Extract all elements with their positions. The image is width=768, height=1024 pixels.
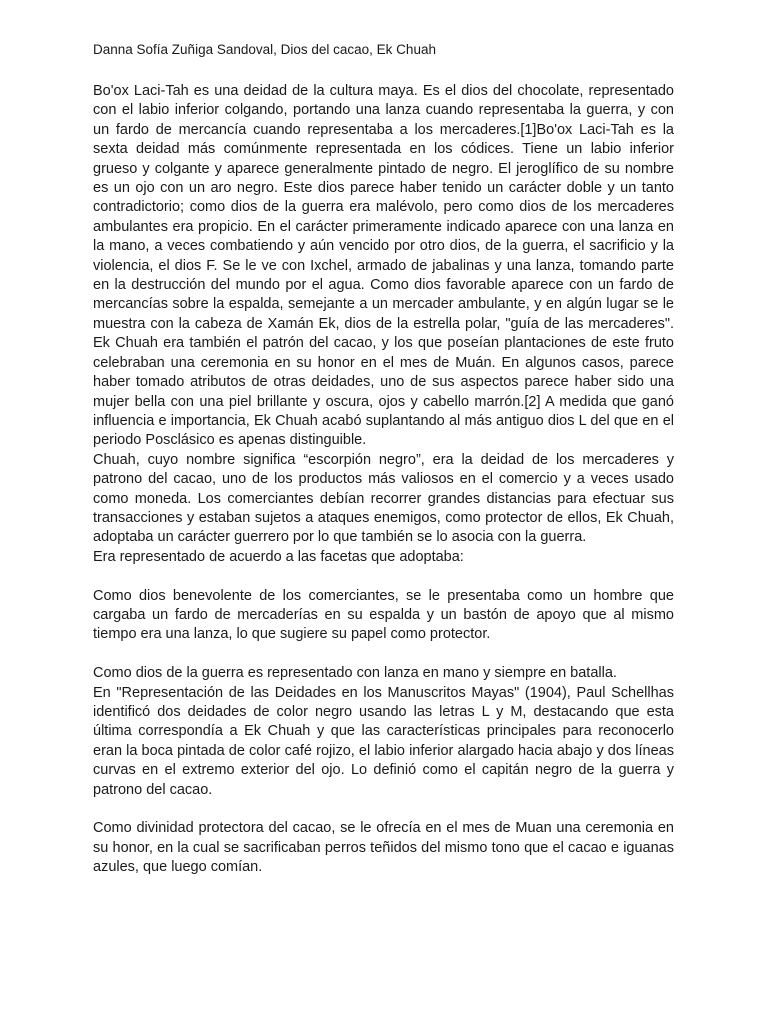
paragraph-guerra: Como dios de la guerra es representado con lanza en mano y siempre en batalla. xyxy=(93,665,617,682)
paragraph-spacer xyxy=(93,645,674,664)
paragraph-chuah: Chuah, cuyo nombre significa “escorpión negro”, era la deidad de los mercaderes y patrono del cacao, uno de los productos más valiosos en el comercio y a veces usado como moneda. Los comerciantes debían recorrer grandes distancias para efectuar sus transacciones y estaban sujetos a ataques enemigos, como protector de ellos, Ek Chuah, adoptaba un carácter guerrero por lo que también se lo asocia con la guerra. xyxy=(93,451,674,546)
paragraph-intro: Bo'ox Laci-Tah es una deidad de la cultura maya. Es el dios del chocolate, representado con el labio inferior colgando, portando una lanza cuando representaba la guerra, y con un fardo de mercancía cuando representaba a los mercaderes.[1]Bo'ox Laci-Tah es la sexta deidad más comúnmente representada en los códices. Tiene un labio inferior grueso y colgante y aparece generalmente pintado de negro. El jeroglífico de su nombre es un ojo con un aro negro. Este dios parece haber tenido un carácter doble y un tanto contradictorio; como dios de la guerra era malévolo, pero como dios de los mercaderes ambulantes era propicio. En el carácter primeramente indicado aparece con una lanza en la mano, a veces combatiendo y aún vencido por otro dios, de la guerra, el sacrificio y la violencia, el dios F. Se le ve con Ixchel, armado de jabalinas y una lanza, tomando parte en la destrucción del mundo por el agua. Como dios favorable aparece con un fardo de mercancías sobre la espalda, semejante a un mercader ambulante, y en algún lugar se le muestra con la cabeza de Xamán Ek, dios de la estrella polar, "guía de las mercaderes". Ek Chuah era también el patrón del cacao, y los que poseían plantaciones de este fruto celebraban una ceremonia en su honor en el mes de Muán. En algunos casos, parece haber tomado atributos de otras deidades, uno de sus aspectos parece haber sido una mujer bella con una piel brillante y oscura, ojos y cabello marrón.[2] A medida que ganó influencia e importancia, Ek Chuah acabó suplantando al más antiguo dios L del que en el periodo Posclásico es apenas distinguible. xyxy=(93,83,674,449)
document-page xyxy=(93,40,674,878)
paragraph-spacer xyxy=(93,567,674,586)
paragraph-benevolente: Como dios benevolente de los comerciantes, se le presentaba como un hombre que cargaba un fardo de mercaderías en su espalda y un bastón de apoyo que al mismo tiempo era una lanza, lo que sugiere su papel como protector. xyxy=(93,587,674,643)
paragraph-facetas: Era representado de acuerdo a las facetas que adoptaba: xyxy=(93,548,464,565)
paragraph-spacer xyxy=(93,800,674,819)
paragraph-schellhas: En "Representación de las Deidades en los Manuscritos Mayas" (1904), Paul Schellhas identificó dos deidades de color negro usando las letras L y M, destacando que esta última correspondía a Ek Chuah y que las características principales para reconocerlo eran la boca pintada de color café rojizo, el labio inferior alargado hacia abajo y dos líneas curvas en el extremo exterior del ojo. Lo definió como el capitán negro de la guerra y patrono del cacao. xyxy=(93,684,674,798)
document-header: Danna Sofía Zuñiga Sandoval, Dios del cacao, Ek Chuah xyxy=(93,42,436,57)
paragraph-cacao: Como divinidad protectora del cacao, se le ofrecía en el mes de Muan una ceremonia en su honor, en la cual se sacrificaban perros teñidos del mismo tono que el cacao e iguanas azules, que luego comían. xyxy=(93,820,674,876)
